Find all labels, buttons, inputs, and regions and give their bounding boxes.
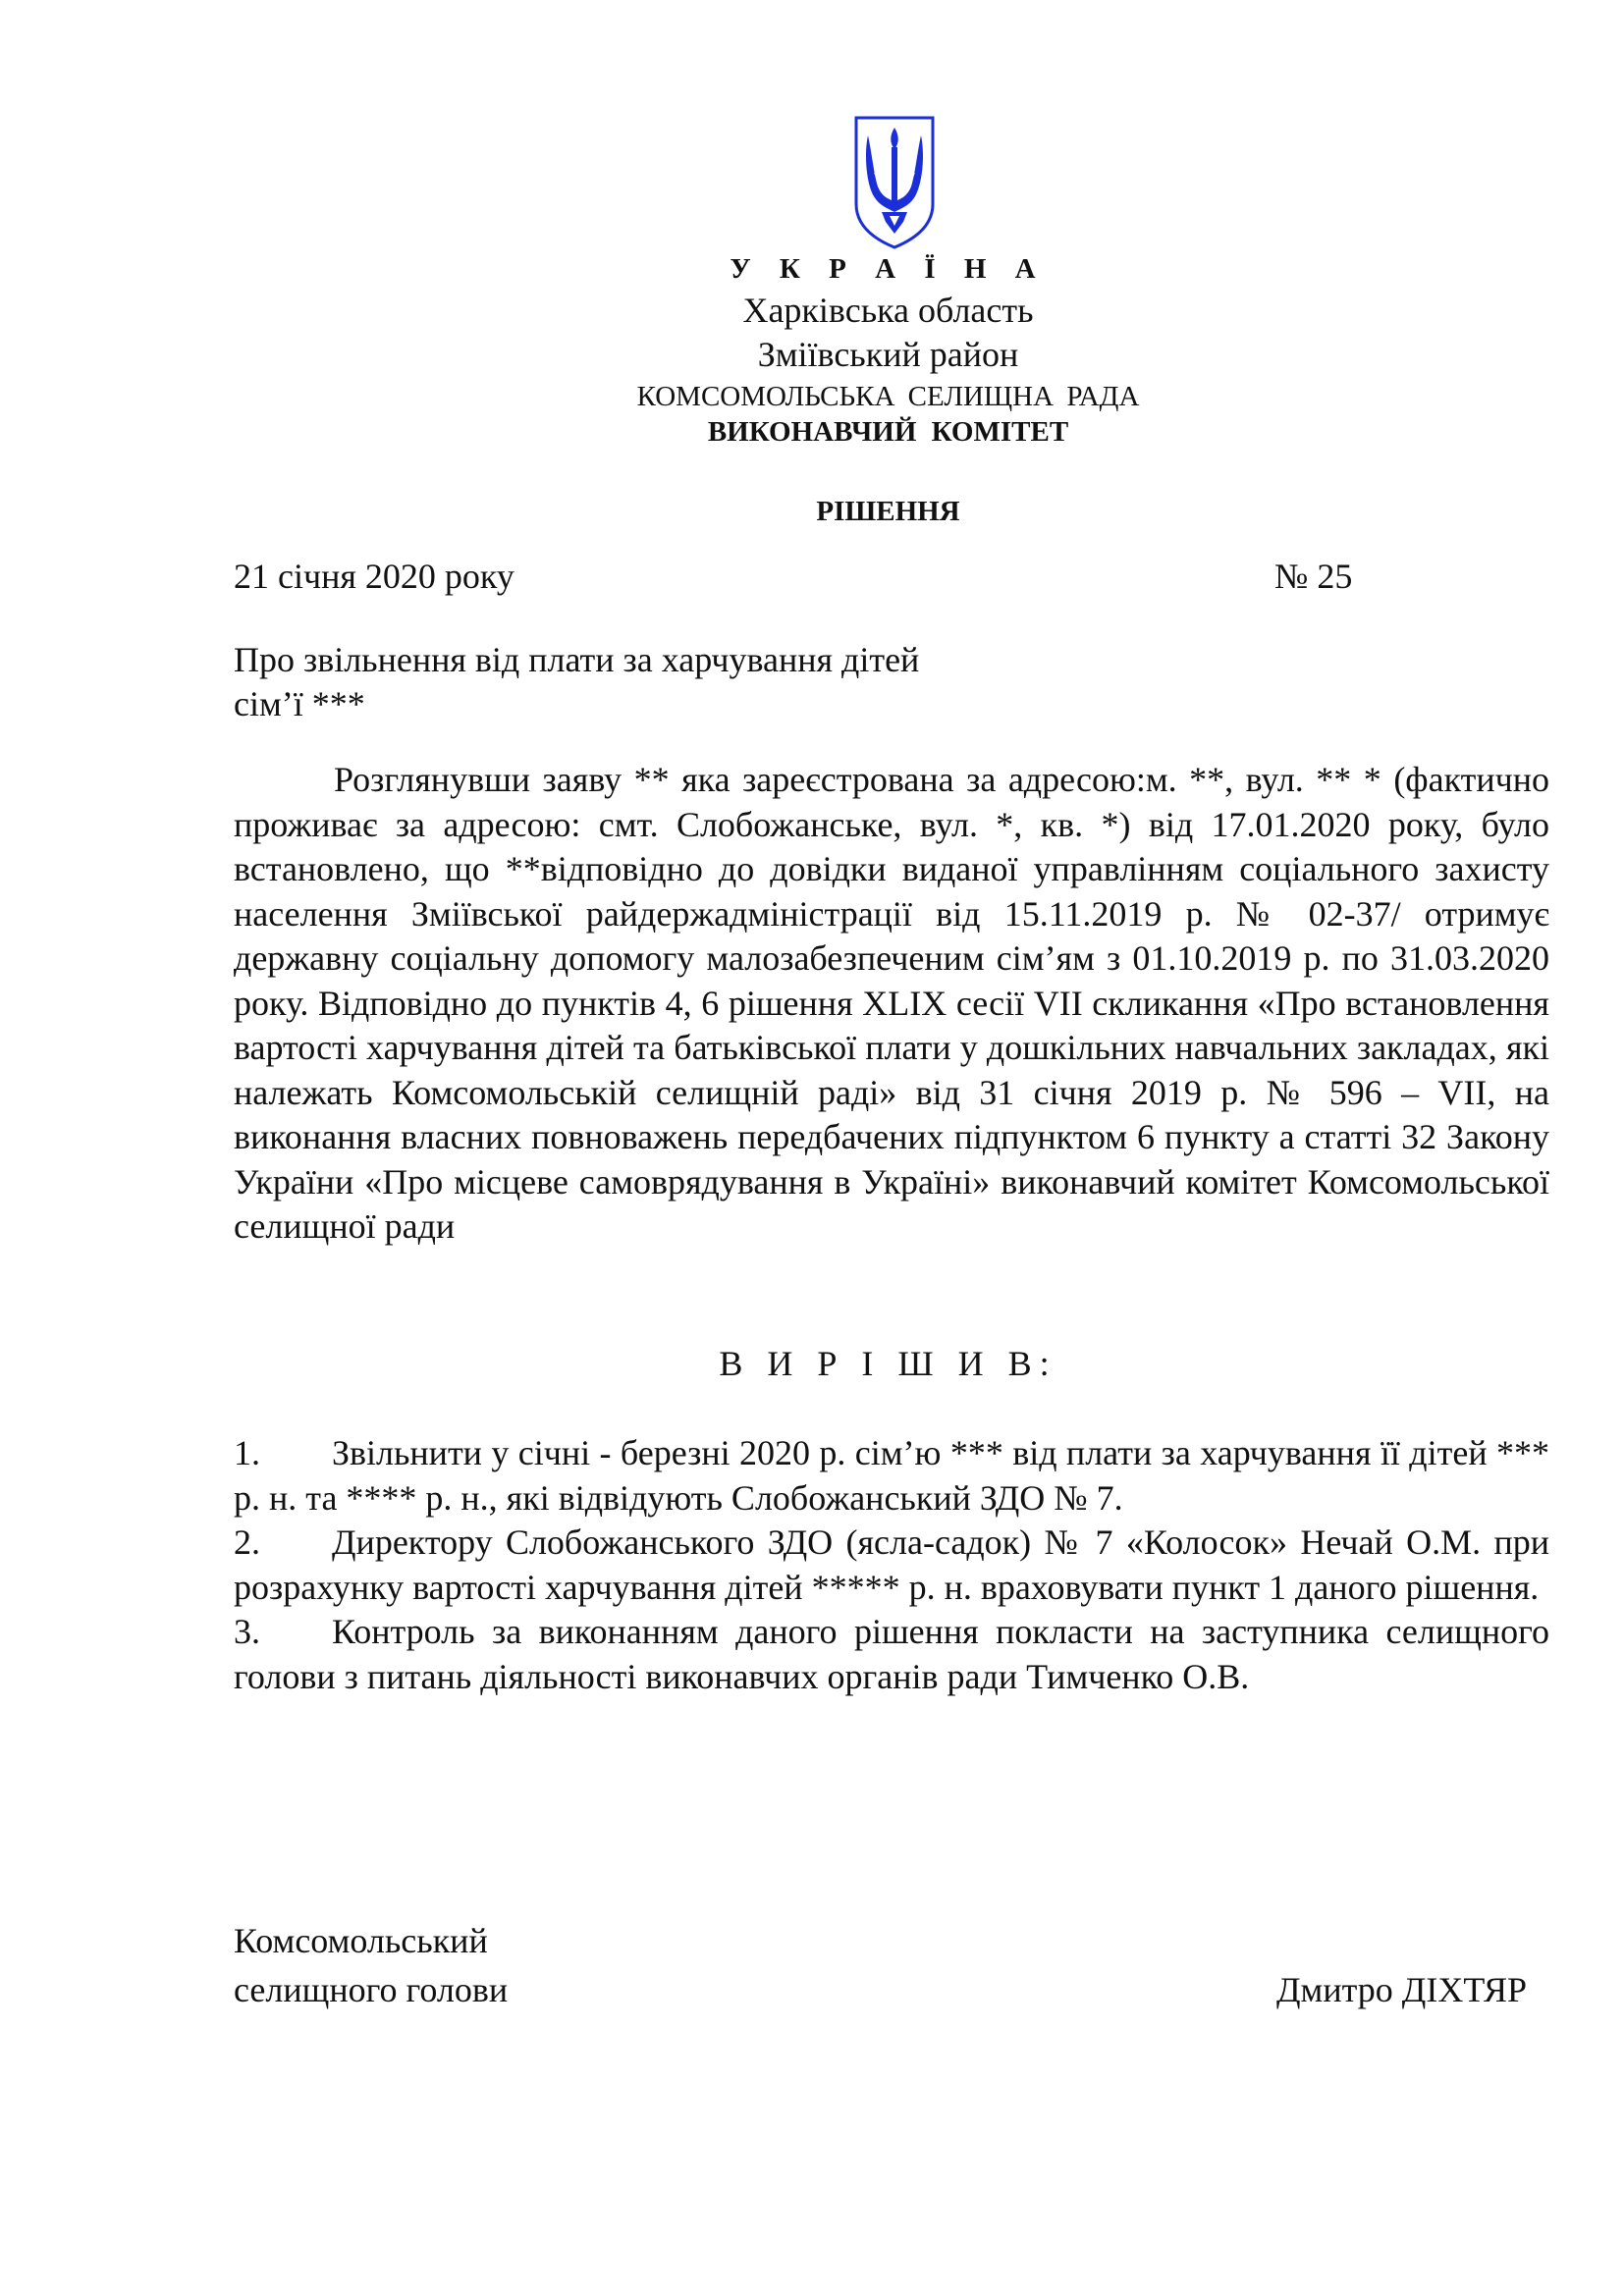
document-date: 21 січня 2020 року	[234, 557, 514, 596]
resolution-item	[234, 1610, 1549, 1699]
signer-name: Дмитро ДІХТЯР	[1276, 1970, 1527, 2009]
item-text: Звільнити у січні - березні 2020 р. сім’ю *** від плати за харчування її дітей *** р. н. та **** р. н., які відвідують Слобожанський ЗДО № 7.	[234, 1433, 1549, 1518]
council-name: КОМСОМОЛЬСЬКА СЕЛИЩНА РАДА	[636, 381, 1140, 412]
region-name: Харківська область	[742, 291, 1034, 330]
subject-line: Про звільнення від плати за харчування дітей	[234, 640, 920, 679]
signature-title	[234, 1916, 508, 2014]
document-number: № 25	[1274, 557, 1353, 596]
resolution-item	[234, 1521, 1549, 1610]
district-name: Зміївський район	[757, 335, 1019, 374]
signature-title-line: селищного голови	[234, 1970, 509, 2009]
country-name: У К Р А Ї Н А	[730, 253, 1047, 285]
resolution-item	[234, 1431, 1549, 1521]
document-subject	[234, 638, 1019, 726]
item-number: 1.	[234, 1433, 260, 1472]
item-text: Контроль за виконанням даного рішення покласти на заступника селищного голови з питань діяльності виконавчих органів ради Тимченко О.В.	[234, 1612, 1549, 1696]
signature-title-line: Комсомольський	[234, 1921, 488, 1960]
committee-name: ВИКОНАВЧИЙ КОМІТЕТ	[707, 416, 1069, 448]
preamble-paragraph: Розглянувши заяву ** яка зареєстрована за адресою:м. **, вул. ** * (фактично проживає за адресою: смт. Слобожанське, вул. *, кв. *) від 17.01.2020 року, було встановлено, що **відповідно до довідки виданої управлінням соціального захисту населення Зміївської райдержадміністрації від 15.11.2019 р. № 02-37/ отримує державну соціальну допомогу малозабезпеченим сім’ям з 01.10.2019 р. по 31.03.2020 року. Відповідно до пунктів 4, 6 рішення XLIX сесії VII скликання «Про встановлення вартості харчування дітей та батьківської плати у дошкільних навчальних закладах, які належать Комсомольській селищній раді» від 31 січня 2019 р. № 596 – VII, на виконання власних повноважень передбачених підпунктом 6 пункту а статті 32 Закону України «Про місцеве самоврядування в Україні» виконавчий комітет Комсомольської селищної ради	[234, 760, 1549, 1246]
item-number: 3.	[234, 1612, 260, 1651]
resolution-items	[234, 1431, 1549, 1699]
resolved-heading: В И Р І Ш И В:	[719, 1344, 1057, 1383]
document-type: РІШЕННЯ	[816, 496, 960, 527]
trident-emblem-icon	[852, 114, 937, 251]
item-text: Директору Слобожанського ЗДО (ясла-садок) № 7 «Колосок» Нечай О.М. при розрахунку вартості харчування дітей ***** р. н. враховувати пункт 1 даного рішення.	[234, 1522, 1549, 1607]
subject-line: сім’ї ***	[234, 684, 365, 723]
item-number: 2.	[234, 1522, 260, 1562]
